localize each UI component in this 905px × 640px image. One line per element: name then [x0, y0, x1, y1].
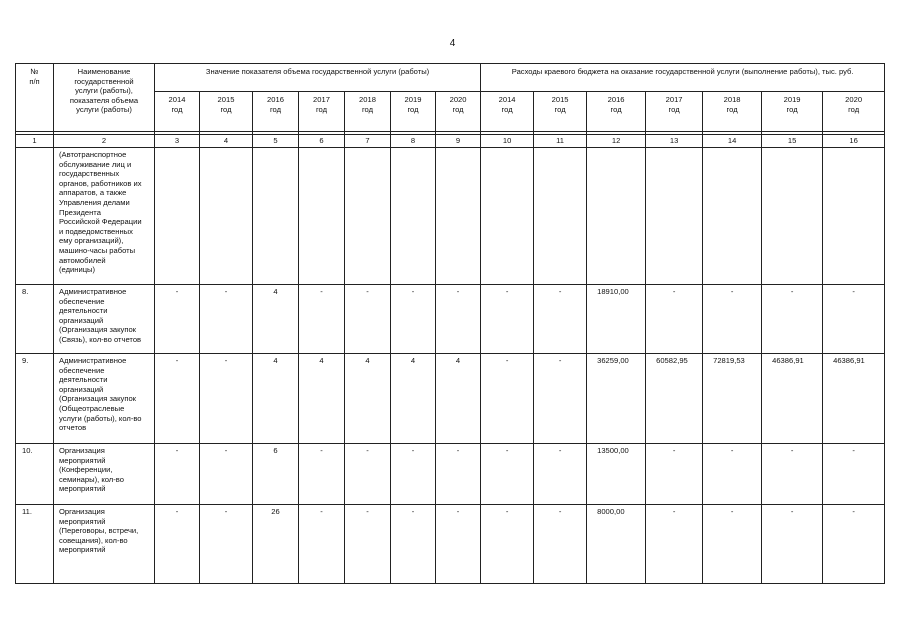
expense-value	[587, 148, 646, 285]
expense-value	[703, 148, 762, 285]
expense-value: -	[823, 285, 885, 354]
expense-value: -	[646, 505, 703, 584]
expense-value: 60582,95	[646, 354, 703, 444]
expense-value: -	[646, 444, 703, 505]
expense-value: 13500,00	[587, 444, 646, 505]
volume-value: 4	[253, 354, 299, 444]
volume-year-header: 2019 год	[391, 92, 436, 132]
row-number: 9.	[16, 354, 54, 444]
volume-value: 4	[299, 354, 345, 444]
expense-value: -	[762, 444, 823, 505]
volume-value	[391, 148, 436, 285]
services-table	[15, 63, 885, 584]
service-name: Организация мероприятий (Переговоры, встречи, совещания), кол-во мероприятий	[54, 505, 155, 584]
volume-group-header: Значение показателя объема государственной услуги (работы)	[155, 64, 481, 92]
volume-value: 4	[345, 354, 391, 444]
expense-value: -	[534, 285, 587, 354]
expense-value: -	[481, 354, 534, 444]
expense-value: -	[762, 285, 823, 354]
volume-value: 26	[253, 505, 299, 584]
expense-value: 36259,00	[587, 354, 646, 444]
service-name: Административное обеспечение деятельности организаций (Организация закупок (Общеотраслевые услуги (работы), кол-во отчетов	[54, 354, 155, 444]
row-number: 11.	[16, 505, 54, 584]
expenses-year-header: 2014 год	[481, 92, 534, 132]
col-num-header: № п/п	[16, 64, 54, 132]
expense-value: -	[481, 444, 534, 505]
expense-value: 46386,91	[823, 354, 885, 444]
expense-value: 18910,00	[587, 285, 646, 354]
volume-value: 4	[391, 354, 436, 444]
table-row	[16, 505, 885, 584]
volume-value: -	[436, 444, 481, 505]
column-index-cell: 9	[436, 135, 481, 148]
volume-year-header: 2015 год	[200, 92, 253, 132]
expenses-year-header: 2017 год	[646, 92, 703, 132]
expense-value	[534, 148, 587, 285]
volume-value: -	[436, 285, 481, 354]
table-row	[16, 285, 885, 354]
column-index-cell: 16	[823, 135, 885, 148]
expense-value: -	[646, 285, 703, 354]
expenses-year-header: 2015 год	[534, 92, 587, 132]
volume-value: -	[436, 505, 481, 584]
col-name-header: Наименование государственной услуги (работы), показателя объема услуги (работы)	[54, 64, 155, 132]
volume-value: -	[200, 444, 253, 505]
expense-value	[823, 148, 885, 285]
service-name: Организация мероприятий (Конференции, семинары), кол-во мероприятий	[54, 444, 155, 505]
volume-value: -	[391, 505, 436, 584]
row-number: 8.	[16, 285, 54, 354]
volume-value	[253, 148, 299, 285]
column-index-cell: 2	[54, 135, 155, 148]
column-index-cell: 13	[646, 135, 703, 148]
expenses-year-header: 2020 год	[823, 92, 885, 132]
volume-value: 4	[436, 354, 481, 444]
volume-value: -	[200, 505, 253, 584]
row-number	[16, 148, 54, 285]
volume-value: -	[345, 444, 391, 505]
column-index-cell: 8	[391, 135, 436, 148]
volume-year-header: 2014 год	[155, 92, 200, 132]
volume-year-header: 2017 год	[299, 92, 345, 132]
expense-value: -	[534, 505, 587, 584]
expense-value: -	[703, 505, 762, 584]
expense-value: 46386,91	[762, 354, 823, 444]
column-index-cell: 12	[587, 135, 646, 148]
column-index-row	[16, 135, 885, 148]
service-name: Административное обеспечение деятельности организаций (Организация закупок (Связь), кол-во отчетов	[54, 285, 155, 354]
table-row	[16, 354, 885, 444]
expense-value: -	[703, 285, 762, 354]
header-row-groups	[16, 64, 885, 92]
volume-value	[155, 148, 200, 285]
volume-value: -	[155, 354, 200, 444]
expense-value: -	[703, 444, 762, 505]
column-index-cell: 14	[703, 135, 762, 148]
volume-value: -	[391, 444, 436, 505]
row-number: 10.	[16, 444, 54, 505]
column-index-cell: 1	[16, 135, 54, 148]
column-index-cell: 15	[762, 135, 823, 148]
volume-value: -	[299, 285, 345, 354]
volume-value: -	[155, 285, 200, 354]
column-index-cell: 10	[481, 135, 534, 148]
volume-year-header: 2020 год	[436, 92, 481, 132]
volume-value	[436, 148, 481, 285]
volume-value	[200, 148, 253, 285]
page-number: 4	[449, 38, 456, 49]
column-index-cell: 3	[155, 135, 200, 148]
column-index-cell: 11	[534, 135, 587, 148]
expense-value	[762, 148, 823, 285]
volume-year-header: 2018 год	[345, 92, 391, 132]
volume-value: -	[155, 444, 200, 505]
volume-value	[299, 148, 345, 285]
expenses-year-header: 2018 год	[703, 92, 762, 132]
column-index-cell: 5	[253, 135, 299, 148]
expense-value: 72819,53	[703, 354, 762, 444]
expense-value	[481, 148, 534, 285]
expense-value: -	[762, 505, 823, 584]
expenses-year-header: 2016 год	[587, 92, 646, 132]
volume-year-header: 2016 год	[253, 92, 299, 132]
expense-value: -	[823, 444, 885, 505]
expense-value: -	[481, 505, 534, 584]
expense-value: -	[481, 285, 534, 354]
column-index-cell: 7	[345, 135, 391, 148]
expense-value: -	[534, 444, 587, 505]
expenses-group-header: Расходы краевого бюджета на оказание государственной услуги (выполнение работы), тыс. руб.	[481, 64, 885, 92]
volume-value: 4	[253, 285, 299, 354]
volume-value: -	[391, 285, 436, 354]
volume-value: -	[200, 354, 253, 444]
column-index-cell: 4	[200, 135, 253, 148]
service-name: (Автотранспортное обслуживание лиц и государственных органов, работников их аппаратов, а также Управления делами Президента Российской Федерации и подведомственных ему организаций), машино-часы работы автомобилей (единицы)	[54, 148, 155, 285]
table-row	[16, 444, 885, 505]
volume-value: -	[299, 444, 345, 505]
expenses-year-header: 2019 год	[762, 92, 823, 132]
expense-value: 8000,00	[587, 505, 646, 584]
volume-value: -	[345, 505, 391, 584]
volume-value	[345, 148, 391, 285]
column-index-cell: 6	[299, 135, 345, 148]
volume-value: -	[345, 285, 391, 354]
expense-value	[646, 148, 703, 285]
volume-value: -	[200, 285, 253, 354]
volume-value: 6	[253, 444, 299, 505]
expense-value: -	[534, 354, 587, 444]
expense-value: -	[823, 505, 885, 584]
volume-value: -	[299, 505, 345, 584]
volume-value: -	[155, 505, 200, 584]
table-row	[16, 148, 885, 285]
